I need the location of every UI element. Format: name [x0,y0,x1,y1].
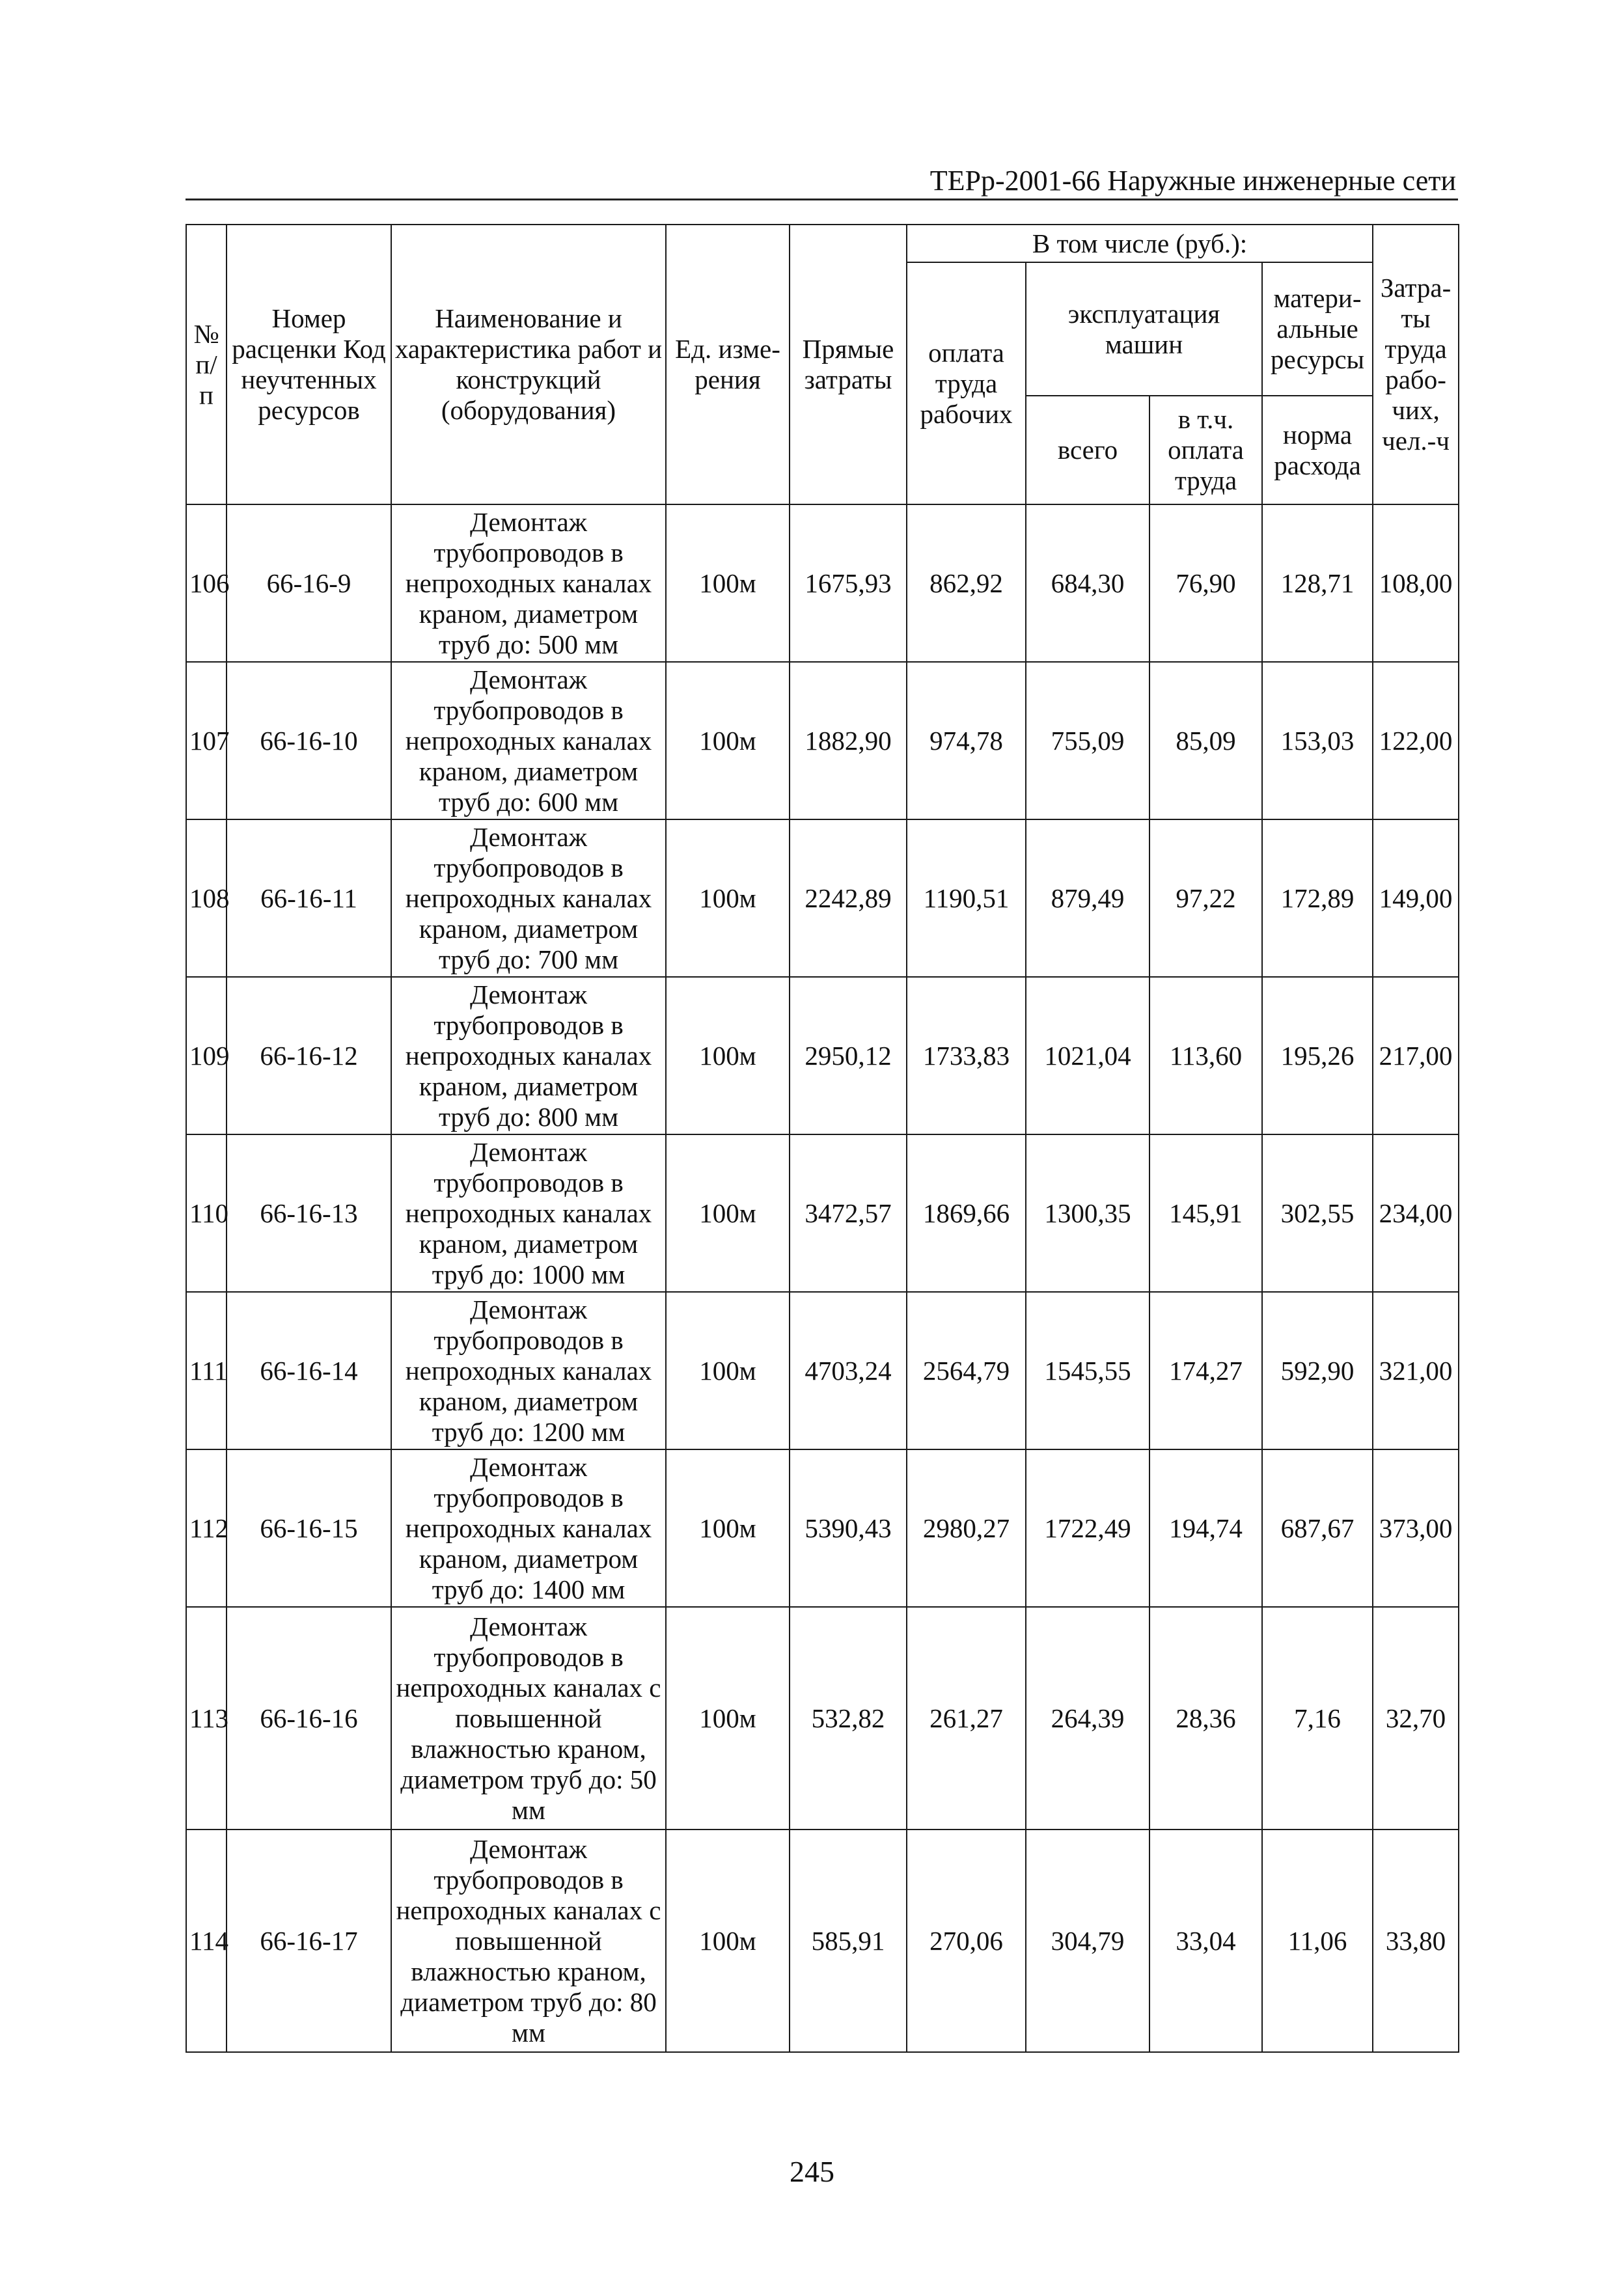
rate-code: 66-16-14 [227,1292,391,1449]
unit: 100м [666,977,790,1134]
table-row [186,662,1459,819]
labor-costs: 32,70 [1373,1607,1459,1830]
direct-costs: 4703,24 [790,1292,907,1449]
materials: 302,55 [1262,1134,1373,1292]
direct-costs: 1675,93 [790,504,907,662]
col-header-direct-costs: Прямые затраты [790,225,907,504]
machines-wages: 174,27 [1149,1292,1262,1449]
labor-costs: 108,00 [1373,504,1459,662]
col-header-machines-wages: в т.ч. оплата труда [1149,396,1262,504]
rate-code: 66-16-13 [227,1134,391,1292]
rate-code: 66-16-15 [227,1449,391,1607]
machines-total: 304,79 [1026,1830,1149,2052]
machines-total: 1722,49 [1026,1449,1149,1607]
row-num: 106 [186,504,227,662]
unit: 100м [666,1449,790,1607]
wages: 1190,51 [907,819,1026,977]
machines-total: 1021,04 [1026,977,1149,1134]
work-name: Демонтаж трубопроводов в непроходных каналах краном, диаметром труб до: 1000 мм [391,1134,666,1292]
rate-code: 66-16-12 [227,977,391,1134]
machines-wages: 76,90 [1149,504,1262,662]
machines-total: 1545,55 [1026,1292,1149,1449]
direct-costs: 2950,12 [790,977,907,1134]
row-num: 111 [186,1292,227,1449]
direct-costs: 585,91 [790,1830,907,2052]
labor-costs: 33,80 [1373,1830,1459,2052]
rate-code: 66-16-9 [227,504,391,662]
header-rule [186,199,1458,200]
col-header-wages: оплата труда рабочих [907,262,1026,504]
col-header-unit: Ед. изме-рения [666,225,790,504]
work-name: Демонтаж трубопроводов в непроходных каналах с повышенной влажностью краном, диаметром труб до: 50 мм [391,1607,666,1830]
work-name: Демонтаж трубопроводов в непроходных каналах краном, диаметром труб до: 1400 мм [391,1449,666,1607]
col-header-materials-norm: норма расхода [1262,396,1373,504]
machines-wages: 85,09 [1149,662,1262,819]
col-header-materials: матери-альные ресурсы [1262,262,1373,396]
table-row [186,504,1459,662]
document-header-title: ТЕРр-2001-66 Наружные инженерные сети [929,165,1456,197]
machines-wages: 33,04 [1149,1830,1262,2052]
rate-code: 66-16-17 [227,1830,391,2052]
col-header-including: В том числе (руб.): [907,225,1373,262]
table-row [186,1292,1459,1449]
row-num: 112 [186,1449,227,1607]
machines-wages: 113,60 [1149,977,1262,1134]
col-header-name: Наименование и характеристика работ и конструкций (оборудования) [391,225,666,504]
unit: 100м [666,1607,790,1830]
table-row [186,1830,1459,2052]
materials: 172,89 [1262,819,1373,977]
page-number: 245 [790,2155,834,2188]
labor-costs: 373,00 [1373,1449,1459,1607]
table-header [186,225,1459,504]
table-row [186,819,1459,977]
work-name: Демонтаж трубопроводов в непроходных каналах краном, диаметром труб до: 700 мм [391,819,666,977]
direct-costs: 3472,57 [790,1134,907,1292]
machines-wages: 28,36 [1149,1607,1262,1830]
labor-costs: 149,00 [1373,819,1459,977]
unit: 100м [666,1830,790,2052]
machines-wages: 194,74 [1149,1449,1262,1607]
col-header-machines-total: всего [1026,396,1149,504]
machines-total: 755,09 [1026,662,1149,819]
wages: 2980,27 [907,1449,1026,1607]
row-num: 110 [186,1134,227,1292]
machines-total: 879,49 [1026,819,1149,977]
wages: 1733,83 [907,977,1026,1134]
col-header-machines: эксплуатация машин [1026,262,1262,396]
rate-code: 66-16-10 [227,662,391,819]
work-name: Демонтаж трубопроводов в непроходных каналах краном, диаметром труб до: 800 мм [391,977,666,1134]
unit: 100м [666,1134,790,1292]
labor-costs: 321,00 [1373,1292,1459,1449]
work-name: Демонтаж трубопроводов в непроходных каналах краном, диаметром труб до: 500 мм [391,504,666,662]
unit: 100м [666,662,790,819]
row-num: 107 [186,662,227,819]
labor-costs: 217,00 [1373,977,1459,1134]
work-name: Демонтаж трубопроводов в непроходных каналах краном, диаметром труб до: 1200 мм [391,1292,666,1449]
row-num: 109 [186,977,227,1134]
table-row [186,977,1459,1134]
materials: 687,67 [1262,1449,1373,1607]
machines-wages: 97,22 [1149,819,1262,977]
machines-total: 264,39 [1026,1607,1149,1830]
direct-costs: 2242,89 [790,819,907,977]
row-num: 113 [186,1607,227,1830]
table-row [186,1134,1459,1292]
unit: 100м [666,504,790,662]
rate-code: 66-16-11 [227,819,391,977]
unit: 100м [666,819,790,977]
direct-costs: 5390,43 [790,1449,907,1607]
direct-costs: 532,82 [790,1607,907,1830]
wages: 261,27 [907,1607,1026,1830]
materials: 195,26 [1262,977,1373,1134]
wages: 974,78 [907,662,1026,819]
col-header-code: Номер расценки Код неучтенных ресурсов [227,225,391,504]
work-name: Демонтаж трубопроводов в непроходных каналах краном, диаметром труб до: 600 мм [391,662,666,819]
labor-costs: 122,00 [1373,662,1459,819]
wages: 1869,66 [907,1134,1026,1292]
wages: 862,92 [907,504,1026,662]
col-header-labor: Затра-ты труда рабо-чих, чел.-ч [1373,225,1459,504]
direct-costs: 1882,90 [790,662,907,819]
unit: 100м [666,1292,790,1449]
machines-total: 684,30 [1026,504,1149,662]
table-row [186,1607,1459,1830]
table-body [186,504,1459,2052]
table-row [186,1449,1459,1607]
materials: 128,71 [1262,504,1373,662]
materials: 153,03 [1262,662,1373,819]
wages: 270,06 [907,1830,1026,2052]
rates-table [186,224,1459,2053]
col-header-num: № п/п [186,225,227,504]
machines-wages: 145,91 [1149,1134,1262,1292]
machines-total: 1300,35 [1026,1134,1149,1292]
row-num: 108 [186,819,227,977]
materials: 11,06 [1262,1830,1373,2052]
materials: 592,90 [1262,1292,1373,1449]
rate-code: 66-16-16 [227,1607,391,1830]
labor-costs: 234,00 [1373,1134,1459,1292]
wages: 2564,79 [907,1292,1026,1449]
work-name: Демонтаж трубопроводов в непроходных каналах с повышенной влажностью краном, диаметром труб до: 80 мм [391,1830,666,2052]
row-num: 114 [186,1830,227,2052]
materials: 7,16 [1262,1607,1373,1830]
